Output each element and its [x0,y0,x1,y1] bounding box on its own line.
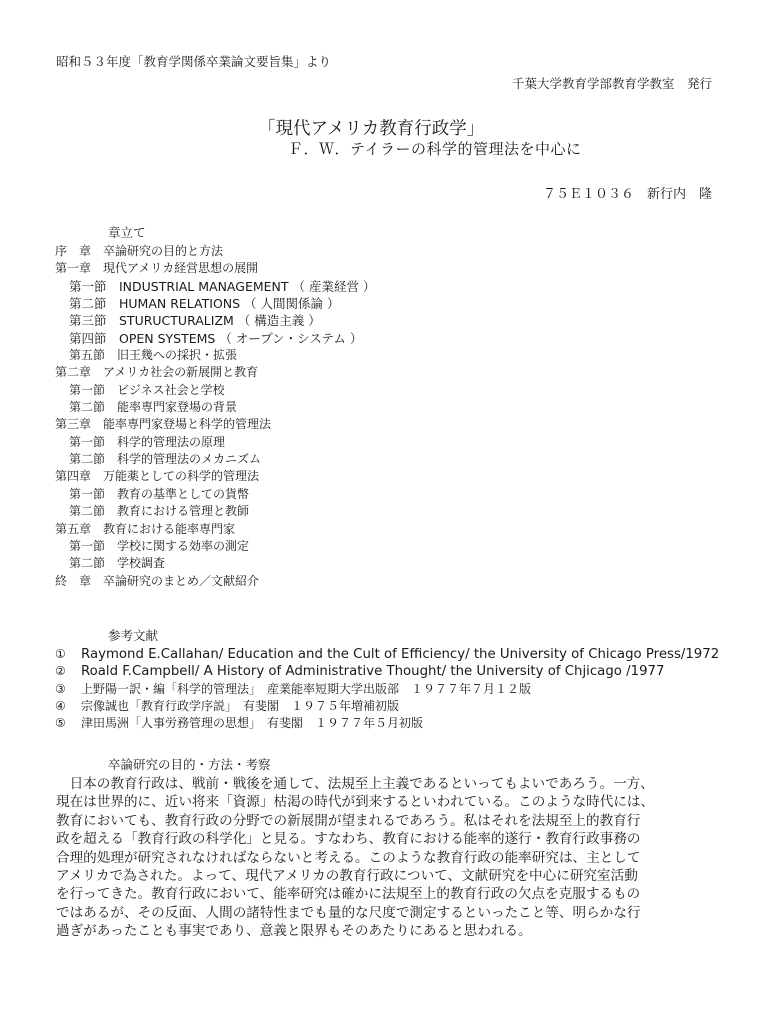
references-heading: 参考文献 [108,628,159,643]
toc-section: 第二節 科学的管理法のメカニズム [69,452,262,467]
reference-item [55,715,719,732]
paragraph-line: 政を超える「教育行政の科学化」と見る。すなわち、教育における能率的遂行・教育行政事務の [56,831,641,848]
reference-text: 宗像誠也「教育行政学序説」 有斐閣 １９７５年増補初版 [81,698,400,713]
reference-text: Raymond E.Callahan/ Education and the Cult of Efficiency/ the University of Chicago Press/1972 [81,647,720,662]
page-title: 「現代アメリカ教育行政学」 [258,119,485,139]
toc-chapter: 第五章 教育における能率専門家 [55,521,236,536]
toc-section: 第一節 ビジネス社会と学校 [69,382,225,397]
paragraph-line: 現在は世界的に、近い将来「資源」枯渇の時代が到来するといわれている。このような時代には、 [56,794,655,811]
reference-number: ② [55,664,66,679]
reference-list [55,646,719,732]
reference-text: 上野陽一訳・編「科学的管理法」 産業能率短期大学出版部 １９７７年７月１２版 [81,681,532,696]
reference-item [55,681,719,698]
paragraph-line: 教育においても、教育行政の分野での新展開が望まれるであろう。私はそれを法規至上的教育行 [56,812,641,829]
reference-number: ① [55,647,66,661]
reference-item [55,646,719,663]
toc-section: 第一節 学校に関する効率の測定 [69,538,250,553]
reference-text: Roald F.Campbell/ A History of Administrative Thought/ the University of Chjicago /1977 [81,664,665,680]
purpose-body [56,775,720,941]
reference-item [55,698,719,715]
reference-number: ④ [55,698,66,713]
publisher-note: 千葉大学教育学部教育学教室 発行 [511,76,712,91]
toc-section: 第三節 STURUCTURALIZM （ 構造主義 ） [69,313,321,329]
page-subtitle: Ｆ．Ｗ．テイラーの科学的管理法を中心に [288,140,582,158]
reference-text: 津田馬洲「人事労務管理の思想」 有斐閣 １９７７年５月初版 [81,716,424,731]
toc-section: 第一節 教育の基準としての貨幣 [69,486,250,501]
paragraph-line: 日本の教育行政は、戦前・戦後を通して、法規至上主義であるといってもよいであろう。一方、 [56,776,654,792]
table-of-contents [55,243,375,590]
paragraph-line: 合理的処理が研究されなければならないと考える。このような教育行政の能率研究は、主として [56,849,641,866]
toc-section: 第四節 OPEN SYSTEMS （ オープン・システム ） [69,330,363,346]
toc-chapter: 第二章 アメリカ社会の新展開と教育 [55,365,259,380]
toc-heading: 章立て [108,225,146,240]
toc-chapter: 第一章 現代アメリカ経営思想の展開 [55,261,259,276]
toc-chapter: 第四章 万能薬としての科学的管理法 [55,469,260,484]
reference-number: ③ [55,681,66,696]
toc-section: 第二節 HUMAN RELATIONS （ 人間関係論 ） [69,296,340,312]
reference-number: ⑤ [55,716,66,731]
toc-section: 第一節 INDUSTRIAL MANAGEMENT （ 産業経営 ） [69,278,376,294]
paragraph-line: 過ぎがあったことも事実であり、意義と限界もそのあたりにあると思われる。 [56,923,532,940]
toc-chapter: 第三章 能率専門家登場と科学的管理法 [55,417,272,432]
source-note: 昭和５３年度「教育学関係卒業論文要旨集」より [56,54,332,69]
paragraph-line: ではあるが、その反面、人間の諸特性までも量的な尺度で測定するといったこと等、明らかな行 [56,904,641,921]
paragraph-line: を行ってきた。教育行政において、能率研究は確かに法規至上的教育行政の欠点を克服するもの [56,886,641,903]
toc-section: 第一節 科学的管理法の原理 [69,434,226,449]
paragraph-line: アメリカで為された。よって、現代アメリカの教育行政について、文献研究を中心に研究室活動 [56,867,638,884]
author-line: ７５Ｅ１０３６ 新行内 隆 [542,187,712,202]
toc-section: 第二節 教育における管理と教師 [69,504,250,519]
toc-chapter: 終 章 卒論研究のまとめ／文献紹介 [55,573,260,588]
toc-chapter: 序 章 卒論研究の目的と方法 [55,244,224,258]
toc-section: 第五節 旧王幾への採択・拡張 [69,348,238,363]
reference-item [55,663,719,680]
purpose-heading: 卒論研究の目的・方法・考察 [108,757,271,772]
toc-section: 第二節 学校調査 [69,556,166,571]
toc-section: 第二節 能率専門家登場の背景 [69,400,238,415]
